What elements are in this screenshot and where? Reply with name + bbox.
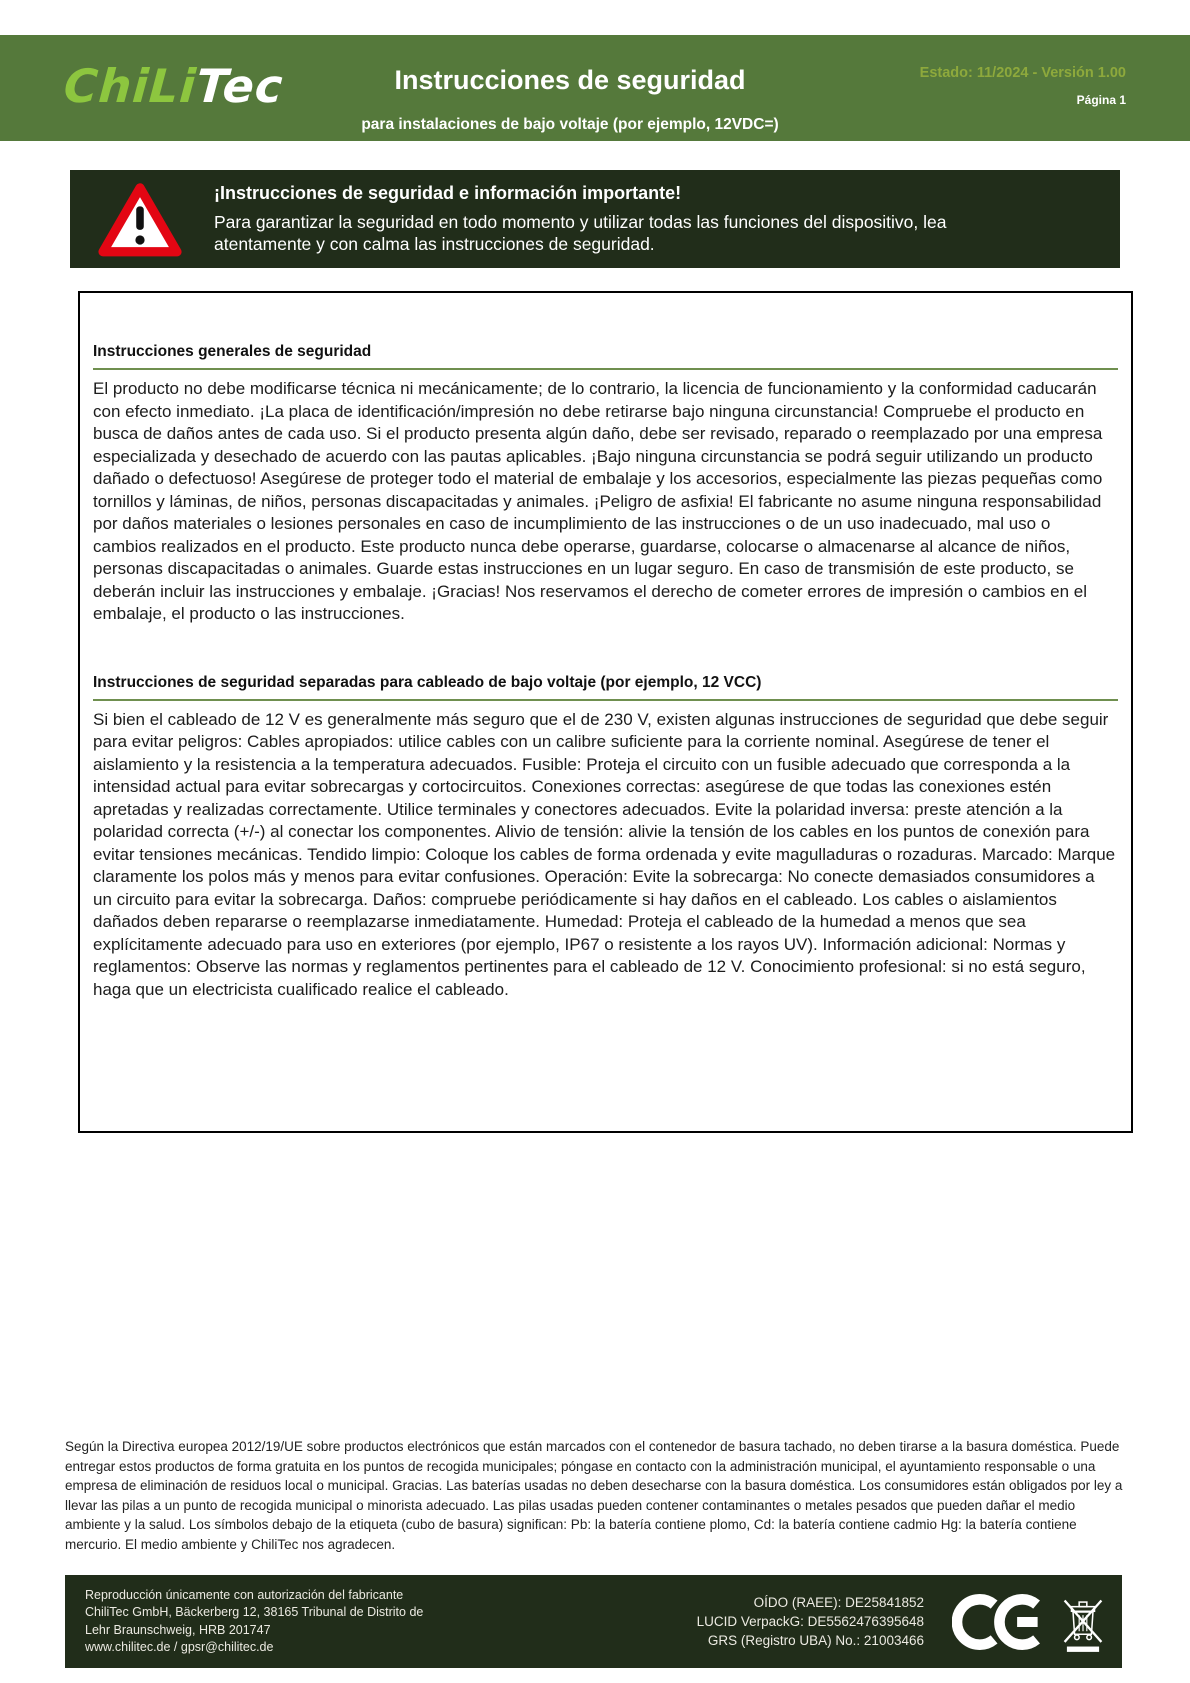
header (0, 35, 1190, 141)
section-heading-low-voltage: Instrucciones de seguridad separadas para cableado de bajo voltaje (por ejemplo, 12 VCC) (93, 674, 1118, 701)
lucid-number: LUCID VerpackG: DE5562476395648 (696, 1614, 924, 1629)
logo-text-tec: Tec (194, 59, 286, 113)
chilitec-logo (62, 59, 285, 113)
section-heading-general: Instrucciones generales de seguridad (93, 343, 1118, 370)
header-title-block (300, 35, 840, 141)
footer-registry-line: Lehr Braunschweig, HRB 201747 (85, 1622, 271, 1637)
footer (65, 1575, 1122, 1668)
section-body-low-voltage: Si bien el cableado de 12 V es generalmente más seguro que el de 230 V, existen algunas instrucciones de seguridad que debe seguir para evitar peligros: Cables apropiados: utilice cables con un calibre suficiente para la corriente nominal. Asegúrese de tener el aislamiento y la resistencia a la temperatura adecuados. Fusible: Proteja el circuito con un fusible adecuado que corresponda a la intensidad actual para evitar sobrecargas y cortocircuitos. Conexiones correctas: asegúrese de que todas las conexiones estén apretadas y realizadas correctamente. Utilice terminales y conectores adecuados. Evite la polaridad inversa: preste atención a la polaridad correcta (+/-) al conectar los componentes. Alivio de tensión: alivie la tensión de los cables en los puntos de conexión para evitar tensiones mecánicas. Tendido limpio: Coloque los cables de forma ordenada y evite magulladuras o rozaduras. Marcado: Marque claramente los polos más y menos para evitar confusiones. Operación: Evite la sobrecarga: No conecte demasiados consumidores a un circuito para evitar la sobrecarga. Daños: compruebe periódicamente si hay daños en el cableado. Los cables o aislamientos dañados deben repararse o reemplazarse inmediatamente. Humedad: Proteja el cableado de la humedad a menos que sea explícitamente adecuado para uso en exteriores (por ejemplo, IP67 o resistente a los rayos UV). Información adicional: Normas y reglamentos: Observe las normas y reglamentos pertinentes para el cableado de 12 V. Conocimiento profesional: si no está seguro, haga que un electricista cualificado realice el cableado. (93, 709, 1116, 999)
footer-reproduction-line: Reproducción únicamente con autorización del fabricante (85, 1587, 404, 1602)
section-body-general: El producto no debe modificarse técnica ni mecánicamente; de lo contrario, la licencia de funcionamiento y la conformidad caducarán con efecto inmediato. ¡La placa de identificación/impresión no debe retirarse bajo ninguna circunstancia! Compruebe el producto en busca de daños antes de cada uso. Si el producto presenta algún daño, debe ser revisado, reparado o reemplazado por una empresa especializada y desechado de acuerdo con las pautas aplicables. ¡Bajo ninguna circunstancia se podrá seguir utilizando un producto dañado o defectuoso! Asegúrese de proteger todo el material de embalaje y los accesorios, especialmente las piezas pequeñas como tornillos y láminas, de niños, personas discapacitadas y animales. ¡Peligro de asfixia! El fabricante no asume ninguna responsabilidad por daños materiales o lesiones personales en caso de incumplimiento de las instrucciones o de un uso inadecuado, mal uso o cambios realizados en el producto. Este producto nunca debe operarse, guardarse, colocarse o almacenarse al alcance de niños, personas discapacitadas o animales. Guarde estas instrucciones en un lugar seguro. En caso de transmisión de este producto, se deberán incluir las instrucciones y embalaje. ¡Gracias! Nos reservamos el derecho de cometer errores de impresión o cambios en el embalaje, el producto o las instrucciones. (93, 379, 1103, 623)
grs-number: GRS (Registro UBA) No.: 21003466 (707, 1633, 924, 1648)
warning-text-block (214, 183, 1034, 255)
page-number: Página 1 (1076, 93, 1126, 107)
warning-banner (70, 170, 1120, 268)
disposal-note: Según la Directiva europea 2012/19/UE sobre productos electrónicos que están marcados con el contenedor de basura tachado, no deben tirarse a la basura doméstica. Puede entregar estos productos de forma gratuita en los puntos de recogida municipales; póngase en contacto con la administración municipal, el ayuntamiento responsable o una empresa de eliminación de residuos local o municipal. Gracias. Las baterías usadas no deben desecharse con la basura doméstica. Los consumidores están obligados por ley a llevar las pilas a un punto de recogida municipal o minorista adecuado. Las pilas usadas pueden contener contaminantes o metales pesados que pueden dañar el medio ambiente y la salud. Los símbolos debajo de la etiqueta (cubo de basura) significan: Pb: la batería contiene plomo, Cd: la batería contiene cadmio Hg: la batería contiene mercurio. El medio ambiente y ChiliTec nos agradecen. (65, 1439, 1123, 1552)
content-panel (78, 291, 1133, 1133)
logo-text-chili: ChiLi (62, 59, 199, 113)
header-meta-block (920, 65, 1126, 107)
footer-company-info (85, 1587, 423, 1657)
page-title: Instrucciones de seguridad (394, 65, 746, 95)
raee-number: OÍDO (RAEE): DE25841852 (753, 1595, 924, 1610)
footer-address-line: ChiliTec GmbH, Bäckerberg 12, 38165 Tribunal de Distrito de (85, 1605, 424, 1619)
page-subtitle: para instalaciones de bajo voltaje (por ejemplo, 12VDC=) (361, 116, 779, 133)
ce-mark-icon (952, 1593, 1044, 1651)
footer-website-email-line[interactable]: www.chilitec.de / gpsr@chilitec.de (85, 1640, 274, 1654)
weee-bin-icon (1060, 1588, 1106, 1656)
warning-triangle-icon (98, 181, 182, 257)
footer-registration-numbers (697, 1593, 924, 1650)
warning-body: Para garantizar la seguridad en todo momento y utilizar todas las funciones del dispositivo, lea atentamente y con calma las instrucciones de seguridad. (214, 212, 947, 254)
warning-title: ¡Instrucciones de seguridad e información importante! (214, 183, 682, 203)
version-status: Estado: 11/2024 - Versión 1.00 (919, 65, 1126, 81)
